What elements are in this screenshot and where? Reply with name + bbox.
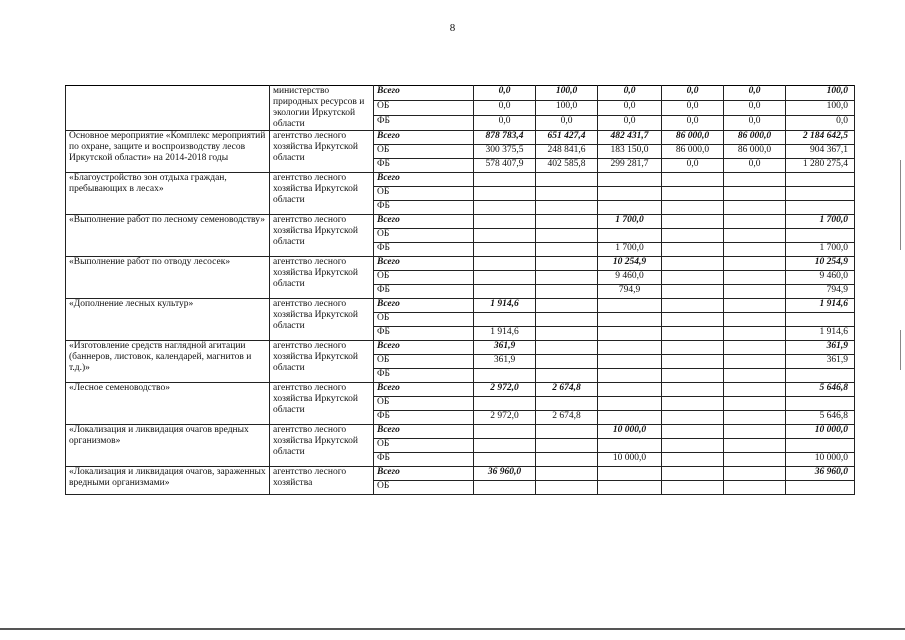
funding-source: Всего	[374, 86, 474, 101]
year-value-cell: 0,0	[724, 159, 786, 173]
year-value-cell: 0,0	[662, 159, 724, 173]
year-value-cell	[724, 453, 786, 467]
year-value-cell	[662, 411, 724, 425]
year-value-cell: 1 700,0	[598, 243, 662, 257]
total-value-cell: 0,0	[786, 116, 855, 131]
year-value-cell	[662, 425, 724, 439]
year-value-cell	[662, 327, 724, 341]
year-value-cell	[724, 383, 786, 397]
year-value-cell: 0,0	[598, 101, 662, 116]
year-value-cell: 10 254,9	[598, 257, 662, 271]
year-value-cell	[536, 341, 598, 355]
table-row	[66, 425, 855, 439]
total-value-cell: 10 000,0	[786, 453, 855, 467]
year-value-cell: 0,0	[474, 101, 536, 116]
funding-source: Всего	[374, 383, 474, 397]
year-value-cell: 651 427,4	[536, 131, 598, 145]
year-value-cell	[474, 369, 536, 383]
year-value-cell	[598, 201, 662, 215]
table-row	[66, 299, 855, 313]
year-value-cell	[598, 187, 662, 201]
year-value-cell	[724, 271, 786, 285]
year-value-cell: 9 460,0	[598, 271, 662, 285]
year-value-cell	[662, 341, 724, 355]
page-number: 8	[449, 22, 456, 34]
year-value-cell	[536, 369, 598, 383]
total-value-cell: 361,9	[786, 355, 855, 369]
year-value-cell	[662, 285, 724, 299]
year-value-cell: 86 000,0	[724, 131, 786, 145]
year-value-cell	[724, 397, 786, 411]
year-value-cell: 100,0	[536, 86, 598, 101]
year-value-cell	[662, 201, 724, 215]
year-value-cell	[536, 271, 598, 285]
funding-source: ФБ	[374, 285, 474, 299]
year-value-cell	[724, 215, 786, 229]
total-value-cell	[786, 229, 855, 243]
year-value-cell	[724, 341, 786, 355]
year-value-cell	[598, 397, 662, 411]
year-value-cell	[662, 271, 724, 285]
table-row	[66, 173, 855, 187]
year-value-cell	[598, 299, 662, 313]
executor-name: агентство лесного хозяйства Иркутской области	[270, 299, 374, 341]
total-value-cell	[786, 481, 855, 495]
year-value-cell	[536, 439, 598, 453]
year-value-cell	[474, 453, 536, 467]
total-value-cell	[786, 173, 855, 187]
total-value-cell	[786, 397, 855, 411]
year-value-cell	[662, 229, 724, 243]
measure-name: «Изготовление средств наглядной агитации (баннеров, листовок, календарей, магнитов и т.д.)»	[66, 341, 270, 383]
year-value-cell: 1 914,6	[474, 299, 536, 313]
measure-name: «Локализация и ликвидация очагов, зараженных вредными организмами»	[66, 467, 270, 495]
total-value-cell	[786, 187, 855, 201]
year-value-cell	[724, 257, 786, 271]
year-value-cell	[474, 397, 536, 411]
year-value-cell	[536, 313, 598, 327]
year-value-cell	[662, 355, 724, 369]
executor-name: агентство лесного хозяйства	[270, 467, 374, 495]
total-value-cell	[786, 313, 855, 327]
year-value-cell	[536, 229, 598, 243]
year-value-cell	[724, 481, 786, 495]
year-value-cell	[724, 187, 786, 201]
year-value-cell	[536, 425, 598, 439]
year-value-cell	[598, 439, 662, 453]
year-value-cell	[536, 285, 598, 299]
year-value-cell	[662, 467, 724, 481]
year-value-cell: 0,0	[598, 116, 662, 131]
year-value-cell	[662, 481, 724, 495]
funding-source: ФБ	[374, 453, 474, 467]
year-value-cell	[662, 439, 724, 453]
executor-name: агентство лесного хозяйства Иркутской области	[270, 341, 374, 383]
funding-source: ОБ	[374, 313, 474, 327]
table-row	[66, 257, 855, 271]
year-value-cell: 2 674,8	[536, 411, 598, 425]
year-value-cell	[598, 467, 662, 481]
executor-name: агентство лесного хозяйства Иркутской области	[270, 131, 374, 173]
year-value-cell: 86 000,0	[662, 131, 724, 145]
year-value-cell: 878 783,4	[474, 131, 536, 145]
total-value-cell: 361,9	[786, 341, 855, 355]
year-value-cell	[598, 383, 662, 397]
year-value-cell	[474, 439, 536, 453]
year-value-cell	[598, 313, 662, 327]
measure-name: «Локализация и ликвидация очагов вредных организмов»	[66, 425, 270, 467]
year-value-cell	[474, 425, 536, 439]
total-value-cell: 1 280 275,4	[786, 159, 855, 173]
funding-source: ФБ	[374, 159, 474, 173]
year-value-cell	[474, 215, 536, 229]
year-value-cell	[474, 271, 536, 285]
scan-edge	[0, 628, 905, 630]
year-value-cell	[598, 369, 662, 383]
year-value-cell	[474, 173, 536, 187]
year-value-cell	[724, 173, 786, 187]
year-value-cell	[474, 201, 536, 215]
funding-source: Всего	[374, 299, 474, 313]
measure-name: «Выполнение работ по лесному семеноводству»	[66, 215, 270, 257]
year-value-cell	[662, 187, 724, 201]
year-value-cell	[724, 327, 786, 341]
funding-source: Всего	[374, 341, 474, 355]
funding-source: ФБ	[374, 411, 474, 425]
year-value-cell: 0,0	[474, 116, 536, 131]
funding-source: Всего	[374, 173, 474, 187]
year-value-cell	[536, 355, 598, 369]
scan-mark	[900, 330, 901, 370]
year-value-cell	[724, 299, 786, 313]
funding-source: Всего	[374, 131, 474, 145]
year-value-cell	[662, 243, 724, 257]
year-value-cell	[536, 327, 598, 341]
year-value-cell	[536, 215, 598, 229]
year-value-cell: 183 150,0	[598, 145, 662, 159]
funding-source: Всего	[374, 425, 474, 439]
year-value-cell	[662, 383, 724, 397]
year-value-cell	[536, 173, 598, 187]
funding-source: ОБ	[374, 271, 474, 285]
year-value-cell: 0,0	[536, 116, 598, 131]
total-value-cell: 1 700,0	[786, 215, 855, 229]
year-value-cell	[536, 257, 598, 271]
year-value-cell: 86 000,0	[662, 145, 724, 159]
year-value-cell: 0,0	[598, 86, 662, 101]
year-value-cell	[724, 243, 786, 257]
funding-source: Всего	[374, 257, 474, 271]
measure-name: «Лесное семеноводство»	[66, 383, 270, 425]
budget-table	[65, 85, 855, 495]
funding-source: ФБ	[374, 201, 474, 215]
table-row	[66, 131, 855, 145]
measure-name: «Благоустройство зон отдыха граждан, пребывающих в лесах»	[66, 173, 270, 215]
year-value-cell: 1 700,0	[598, 215, 662, 229]
year-value-cell: 2 972,0	[474, 383, 536, 397]
year-value-cell: 0,0	[724, 116, 786, 131]
executor-name: агентство лесного хозяйства Иркутской области	[270, 383, 374, 425]
total-value-cell: 10 254,9	[786, 257, 855, 271]
year-value-cell: 794,9	[598, 285, 662, 299]
executor-name: агентство лесного хозяйства Иркутской области	[270, 173, 374, 215]
funding-source: ОБ	[374, 481, 474, 495]
year-value-cell	[474, 243, 536, 257]
year-value-cell: 2 674,8	[536, 383, 598, 397]
year-value-cell	[536, 481, 598, 495]
year-value-cell	[662, 313, 724, 327]
year-value-cell: 482 431,7	[598, 131, 662, 145]
funding-source: ОБ	[374, 229, 474, 243]
year-value-cell: 10 000,0	[598, 453, 662, 467]
year-value-cell	[598, 173, 662, 187]
year-value-cell	[474, 481, 536, 495]
year-value-cell	[724, 201, 786, 215]
year-value-cell	[598, 411, 662, 425]
measure-name: «Дополнение лесных культур»	[66, 299, 270, 341]
year-value-cell: 361,9	[474, 341, 536, 355]
total-value-cell: 794,9	[786, 285, 855, 299]
total-value-cell: 9 460,0	[786, 271, 855, 285]
funding-source: ОБ	[374, 145, 474, 159]
executor-name: министерство природных ресурсов и экологии Иркутской области	[270, 86, 374, 131]
year-value-cell	[724, 285, 786, 299]
year-value-cell	[662, 369, 724, 383]
funding-source: ОБ	[374, 355, 474, 369]
total-value-cell	[786, 369, 855, 383]
year-value-cell: 2 972,0	[474, 411, 536, 425]
funding-source: ОБ	[374, 101, 474, 116]
year-value-cell	[474, 187, 536, 201]
year-value-cell: 10 000,0	[598, 425, 662, 439]
measure-name: «Выполнение работ по отводу лесосек»	[66, 257, 270, 299]
total-value-cell: 1 700,0	[786, 243, 855, 257]
total-value-cell: 1 914,6	[786, 327, 855, 341]
total-value-cell: 5 646,8	[786, 383, 855, 397]
year-value-cell	[724, 369, 786, 383]
year-value-cell	[598, 327, 662, 341]
year-value-cell: 0,0	[662, 86, 724, 101]
table-row	[66, 341, 855, 355]
year-value-cell	[536, 453, 598, 467]
year-value-cell	[598, 229, 662, 243]
year-value-cell: 36 960,0	[474, 467, 536, 481]
year-value-cell	[536, 397, 598, 411]
executor-name: агентство лесного хозяйства Иркутской области	[270, 257, 374, 299]
year-value-cell	[724, 229, 786, 243]
total-value-cell: 10 000,0	[786, 425, 855, 439]
year-value-cell	[724, 411, 786, 425]
funding-source: ОБ	[374, 187, 474, 201]
year-value-cell: 299 281,7	[598, 159, 662, 173]
year-value-cell	[474, 257, 536, 271]
year-value-cell	[536, 299, 598, 313]
year-value-cell: 0,0	[662, 101, 724, 116]
measure-name: Основное мероприятие «Комплекс мероприятий по охране, защите и воспроизводству лесов Иркутской области» на 2014-2018 годы	[66, 131, 270, 173]
year-value-cell	[536, 187, 598, 201]
total-value-cell	[786, 201, 855, 215]
scan-mark	[900, 160, 901, 250]
total-value-cell: 2 184 642,5	[786, 131, 855, 145]
year-value-cell: 300 375,5	[474, 145, 536, 159]
total-value-cell: 100,0	[786, 101, 855, 116]
year-value-cell	[536, 243, 598, 257]
year-value-cell	[724, 355, 786, 369]
table-row	[66, 383, 855, 397]
executor-name: агентство лесного хозяйства Иркутской области	[270, 425, 374, 467]
year-value-cell	[662, 173, 724, 187]
year-value-cell	[662, 257, 724, 271]
total-value-cell: 904 367,1	[786, 145, 855, 159]
table-row	[66, 215, 855, 229]
year-value-cell: 402 585,8	[536, 159, 598, 173]
funding-source: Всего	[374, 467, 474, 481]
year-value-cell	[474, 313, 536, 327]
year-value-cell	[474, 285, 536, 299]
total-value-cell: 1 914,6	[786, 299, 855, 313]
year-value-cell: 0,0	[724, 101, 786, 116]
funding-source: ФБ	[374, 116, 474, 131]
year-value-cell	[724, 313, 786, 327]
year-value-cell	[662, 453, 724, 467]
year-value-cell: 361,9	[474, 355, 536, 369]
year-value-cell	[662, 397, 724, 411]
total-value-cell	[786, 439, 855, 453]
year-value-cell	[724, 425, 786, 439]
year-value-cell	[662, 215, 724, 229]
table-row	[66, 86, 855, 101]
year-value-cell	[536, 201, 598, 215]
year-value-cell: 0,0	[662, 116, 724, 131]
total-value-cell: 36 960,0	[786, 467, 855, 481]
year-value-cell	[662, 299, 724, 313]
year-value-cell	[474, 229, 536, 243]
year-value-cell: 578 407,9	[474, 159, 536, 173]
funding-source: ФБ	[374, 369, 474, 383]
year-value-cell: 248 841,6	[536, 145, 598, 159]
year-value-cell	[598, 341, 662, 355]
year-value-cell	[724, 439, 786, 453]
funding-source: ФБ	[374, 243, 474, 257]
funding-source: ФБ	[374, 327, 474, 341]
table-row	[66, 467, 855, 481]
year-value-cell: 1 914,6	[474, 327, 536, 341]
year-value-cell	[598, 355, 662, 369]
year-value-cell: 86 000,0	[724, 145, 786, 159]
year-value-cell: 0,0	[474, 86, 536, 101]
funding-source: ОБ	[374, 439, 474, 453]
measure-name	[66, 86, 270, 131]
year-value-cell	[724, 467, 786, 481]
total-value-cell: 5 646,8	[786, 411, 855, 425]
year-value-cell: 100,0	[536, 101, 598, 116]
funding-source: ОБ	[374, 397, 474, 411]
year-value-cell	[598, 481, 662, 495]
year-value-cell: 0,0	[724, 86, 786, 101]
year-value-cell	[536, 467, 598, 481]
funding-source: Всего	[374, 215, 474, 229]
executor-name: агентство лесного хозяйства Иркутской области	[270, 215, 374, 257]
total-value-cell: 100,0	[786, 86, 855, 101]
